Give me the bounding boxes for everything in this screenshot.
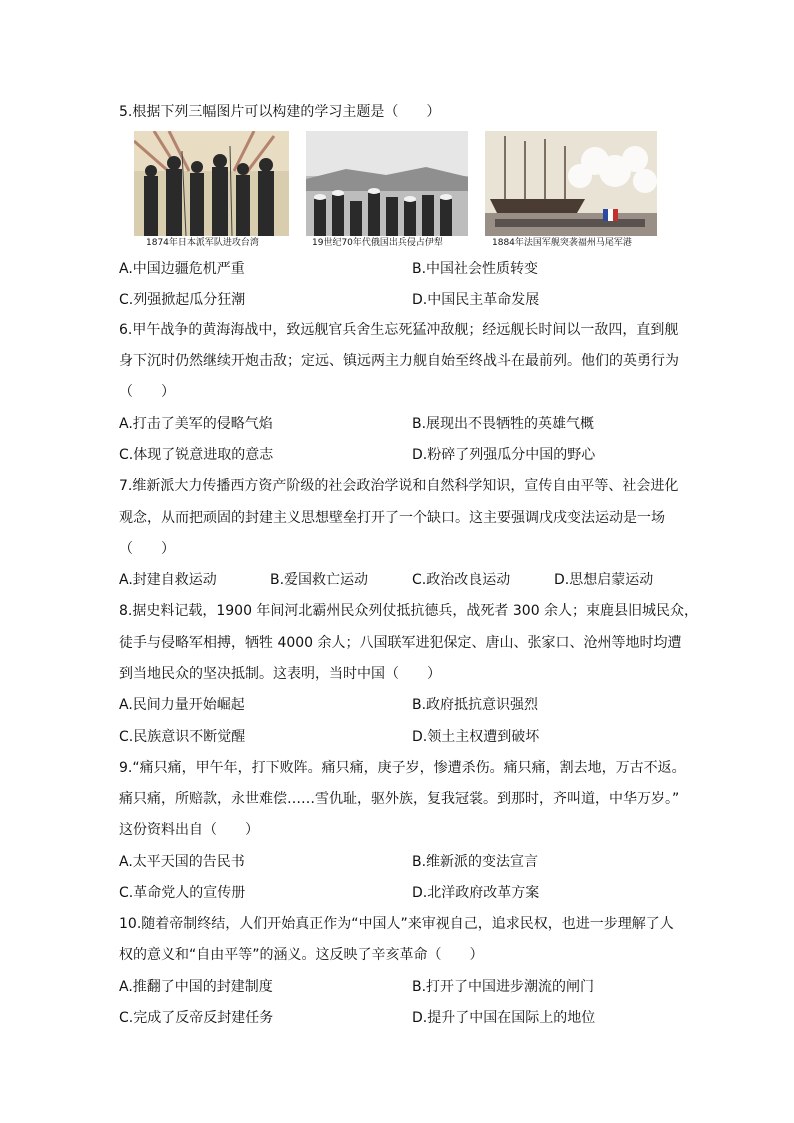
q6-option-c[interactable]: C.体现了锐意进取的意志	[119, 447, 274, 463]
q7-stem-line-2: 观念，从而把顽固的封建主义思想壁垒打开了一个缺口。这主要强调戊戌变法运动是一场	[119, 510, 665, 526]
q6-stem-line-3: （ ）	[119, 384, 175, 400]
q5-image-1-caption: 1874年日本派军队进攻台湾	[146, 238, 259, 248]
q6-stem-line-2: 身下沉时仍然继续开炮击敌；定远、镇远两主力舰自始至终战斗在最前列。他们的英勇行为	[119, 353, 679, 369]
q5-image-3	[485, 131, 657, 236]
q6-stem-line-1: 6.甲午战争的黄海海战中，致远舰官兵舍生忘死猛冲敌舰；经远舰长时间以一敌四，直到舰	[119, 322, 679, 338]
q10-stem-line-2: 权的意义和“自由平等”的涵义。这反映了辛亥革命（ ）	[119, 947, 484, 963]
q5-image-2-caption: 19世纪70年代俄国出兵侵占伊犁	[312, 238, 443, 248]
illustration-japanese-troops-icon	[134, 131, 289, 236]
q8-stem-line-1: 8.据史料记载，1900 年间河北霸州民众列仗抵抗德兵，战死者 300 余人；束鹿县旧城民众，	[119, 603, 699, 619]
q9-stem-line-3: 这份资料出自（ ）	[119, 822, 259, 838]
q8-option-c[interactable]: C.民族意识不断觉醒	[119, 729, 246, 745]
q7-option-c[interactable]: C.政治改良运动	[412, 572, 511, 588]
q9-option-c[interactable]: C.革命党人的宣传册	[119, 885, 246, 901]
q6-option-b[interactable]: B.展现出不畏牺牲的英雄气概	[412, 416, 595, 432]
photo-russian-troops-icon	[306, 131, 468, 236]
q7-option-b[interactable]: B.爱国救亡运动	[270, 572, 369, 588]
q7-stem-line-3: （ ）	[119, 541, 175, 557]
q5-image-2	[306, 131, 468, 236]
q5-option-d[interactable]: D.中国民主革命发展	[412, 292, 540, 308]
q9-stem-line-1: 9.“痛只痛，甲午年，打下败阵。痛只痛，庚子岁，惨遭杀伤。痛只痛，割去地，万古不返。	[119, 760, 686, 776]
q5-option-c[interactable]: C.列强掀起瓜分狂潮	[119, 292, 246, 308]
q5-option-b[interactable]: B.中国社会性质转变	[412, 261, 539, 277]
q8-stem-line-2: 徒手与侵略军相搏，牺牲 4000 余人；八国联军进犯保定、唐山、张家口、沧州等地时均遭	[119, 635, 682, 651]
q8-option-d[interactable]: D.领土主权遭到破坏	[412, 729, 540, 745]
painting-french-fleet-icon	[485, 131, 657, 236]
q10-option-a[interactable]: A.推翻了中国的封建制度	[119, 979, 273, 995]
q7-option-a[interactable]: A.封建自救运动	[119, 572, 217, 588]
q8-option-a[interactable]: A.民间力量开始崛起	[119, 697, 245, 713]
q9-stem-line-2: 痛只痛，所赔款，永世难偿……雪仇耻，驱外族，复我冠裳。到那时，齐叫道，中华万岁。”	[119, 791, 680, 807]
q5-option-a[interactable]: A.中国边疆危机严重	[119, 261, 245, 277]
q8-stem-line-3: 到当地民众的坚决抵制。这表明，当时中国（ ）	[119, 666, 441, 682]
q6-option-a[interactable]: A.打击了美军的侵略气焰	[119, 416, 273, 432]
q5-image-1	[134, 131, 289, 236]
q5-image-3-caption: 1884年法国军舰突袭福州马尾军港	[492, 238, 632, 248]
q7-option-d[interactable]: D.思想启蒙运动	[554, 572, 654, 588]
q8-option-b[interactable]: B.政府抵抗意识强烈	[412, 697, 539, 713]
q6-option-d[interactable]: D.粉碎了列强瓜分中国的野心	[412, 447, 596, 463]
q10-option-c[interactable]: C.完成了反帝反封建任务	[119, 1010, 274, 1026]
q10-option-b[interactable]: B.打开了中国进步潮流的闸门	[412, 979, 595, 995]
q7-stem-line-1: 7.维新派大力传播西方资产阶级的社会政治学说和自然科学知识，宣传自由平等、社会进化	[119, 478, 679, 494]
q9-option-b[interactable]: B.维新派的变法宣言	[412, 854, 539, 870]
q10-option-d[interactable]: D.提升了中国在国际上的地位	[412, 1010, 596, 1026]
q5-stem: 5.根据下列三幅图片可以构建的学习主题是（ ）	[119, 104, 441, 120]
q10-stem-line-1: 10.随着帝制终结，人们开始真正作为“中国人”来审视自己，追求民权，也进一步理解了人	[119, 916, 674, 932]
q9-option-d[interactable]: D.北洋政府改革方案	[412, 885, 540, 901]
q9-option-a[interactable]: A.太平天国的告民书	[119, 854, 245, 870]
